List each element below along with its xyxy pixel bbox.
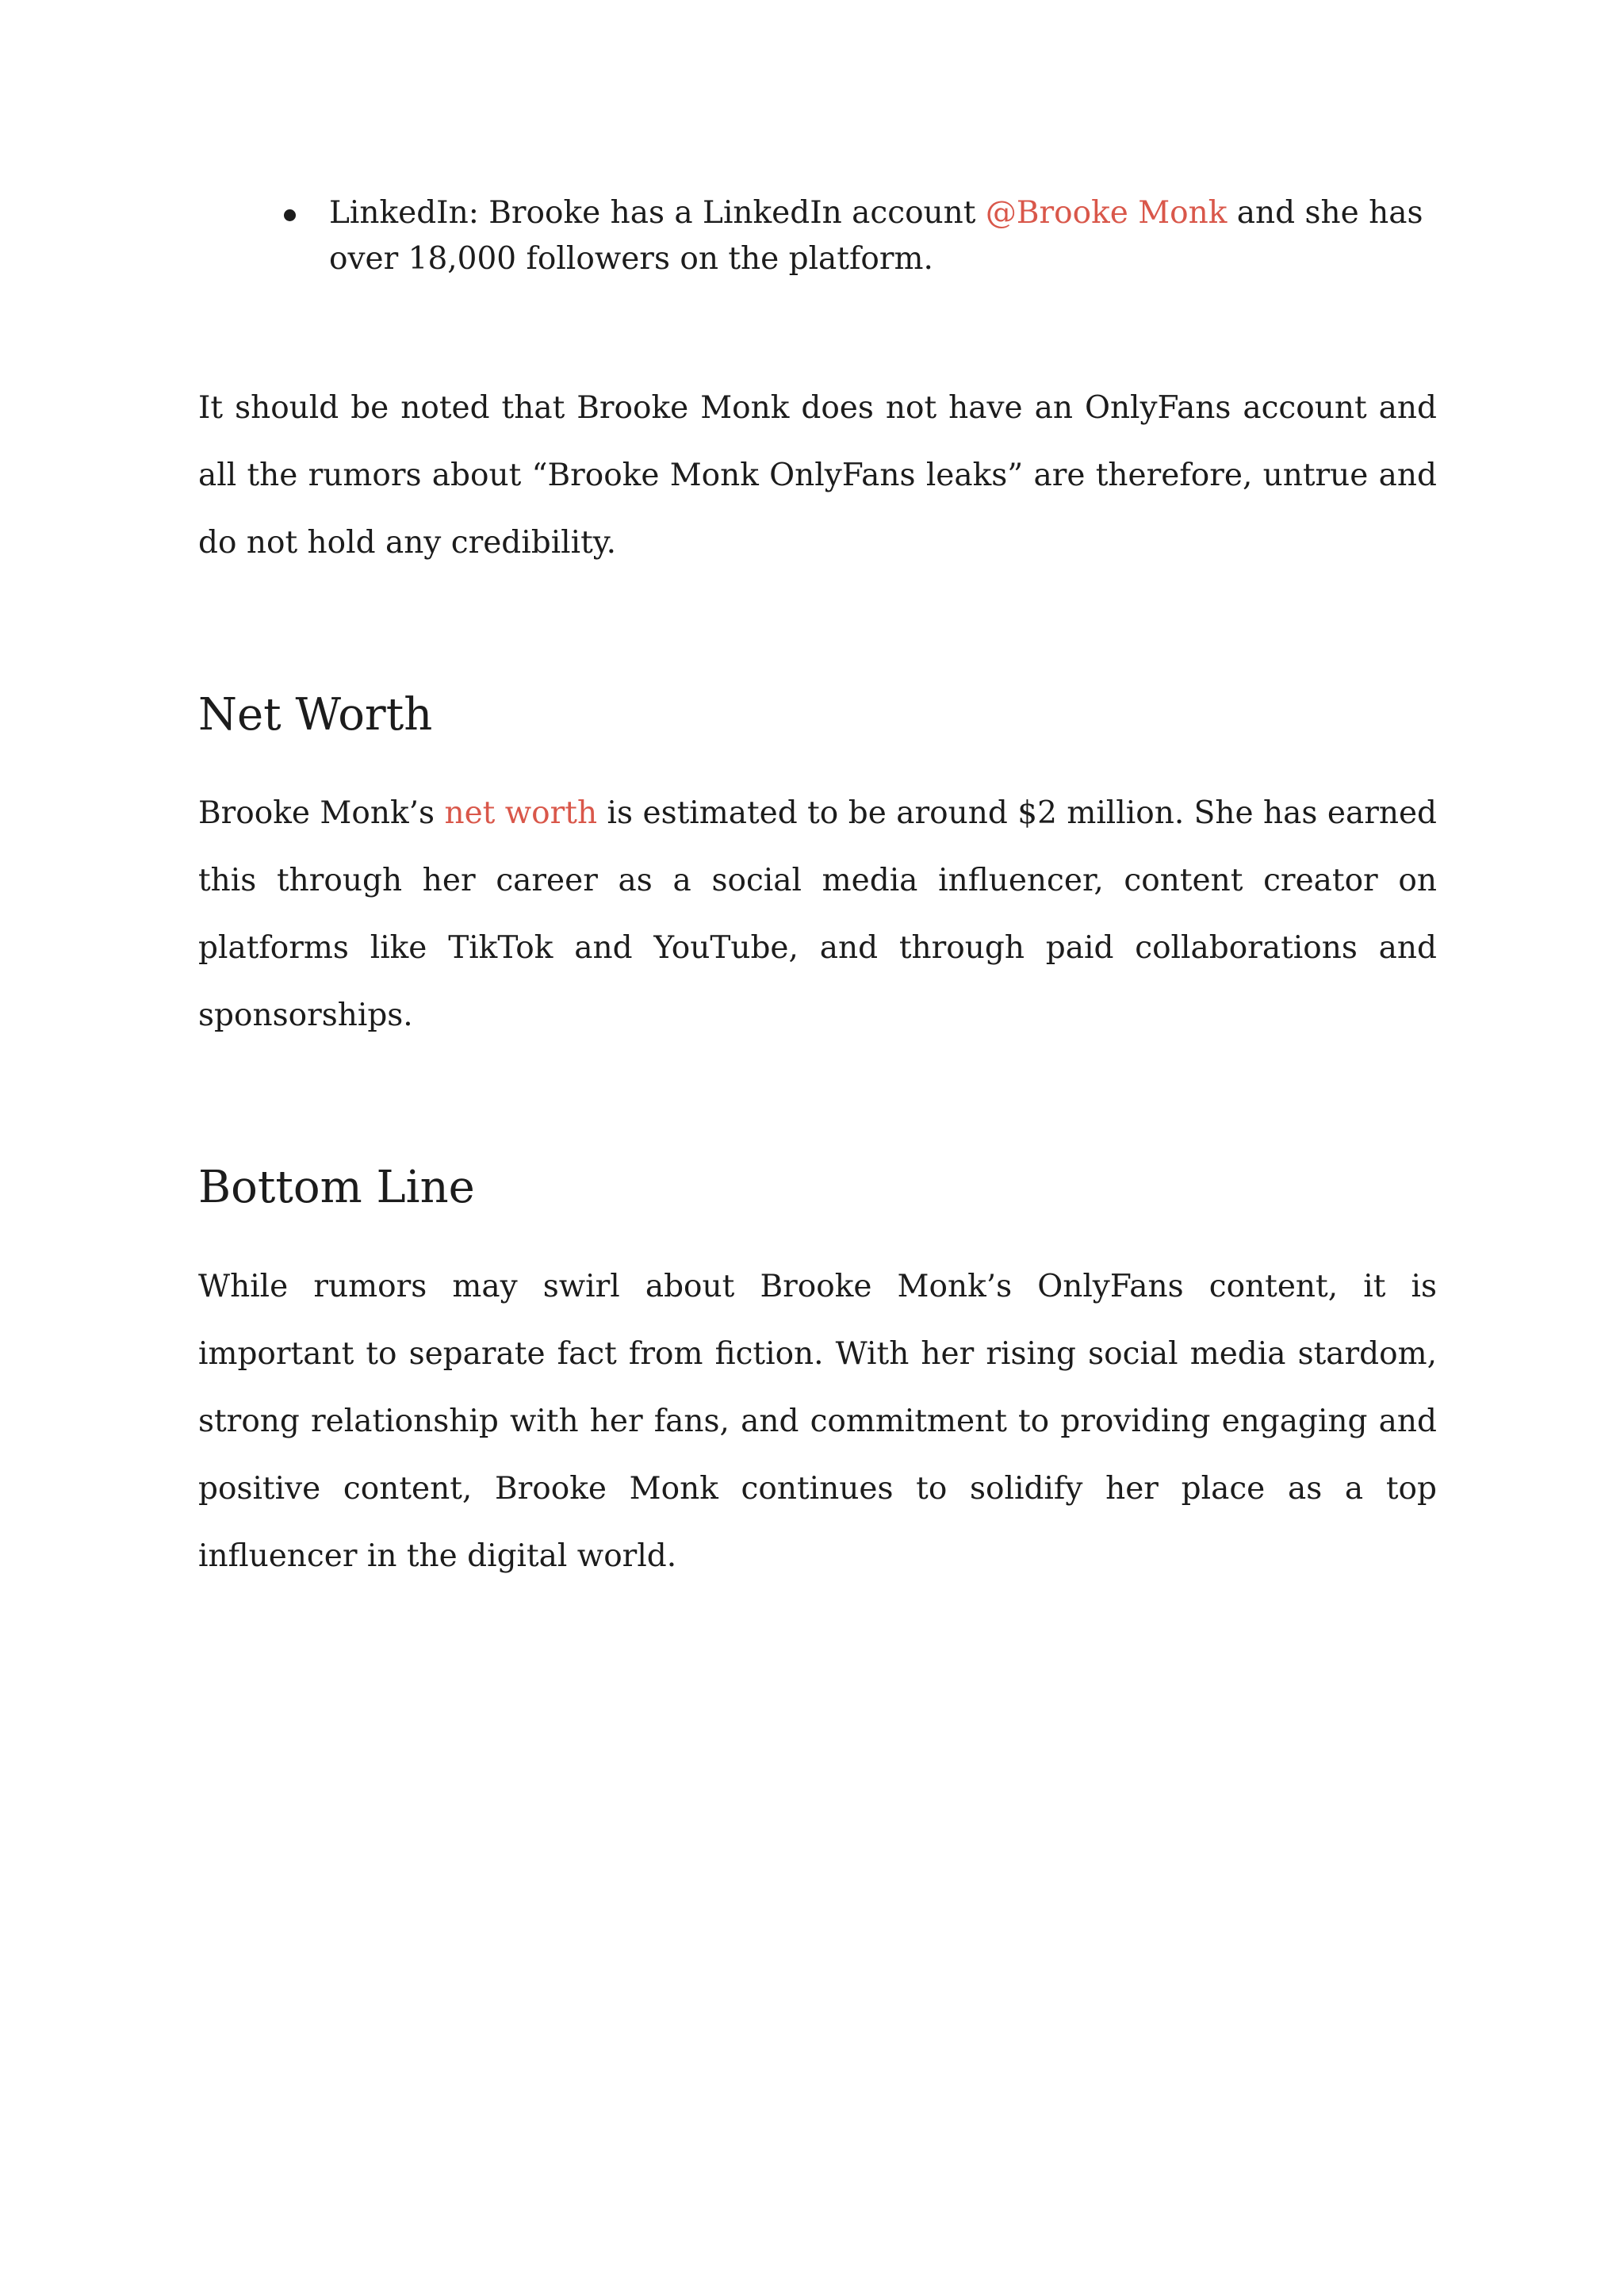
net-worth-heading: Net Worth bbox=[198, 689, 433, 741]
list-item-linkedin bbox=[278, 190, 1437, 282]
linkedin-profile-link[interactable]: @Brooke Monk bbox=[985, 195, 1228, 231]
social-accounts-list bbox=[278, 190, 1437, 282]
linkedin-text-before: Brooke has a LinkedIn account bbox=[478, 195, 986, 231]
linkedin-text-after: and she has over 18,000 followers on the platform. bbox=[329, 195, 1423, 277]
linkedin-label: LinkedIn: bbox=[329, 195, 479, 231]
bullet-icon bbox=[284, 209, 296, 221]
onlyfans-paragraph: It should be noted that Brooke Monk does not have an OnlyFans account and all the rumors about “Brooke Monk OnlyFans leaks” are therefore, untrue and do not hold any credibility. bbox=[198, 390, 1437, 561]
net-worth-text-before: Brooke Monk’s bbox=[198, 795, 445, 831]
bottom-line-paragraph: While rumors may swirl about Brooke Monk’s OnlyFans content, it is important to separate fact from fiction. With her rising social media stardom, strong relationship with her fans, and commitment to providing engaging and positive content, Brooke Monk continues to solidify her place as a top influencer in the digital world. bbox=[198, 1269, 1437, 1574]
bottom-line-heading: Bottom Line bbox=[198, 1162, 475, 1213]
net-worth-text-after: is estimated to be around $2 million. She has earned this through her career as a social media influencer, content creator on platforms like TikTok and YouTube, and through paid collaborations and sponsorships. bbox=[198, 795, 1438, 1033]
net-worth-paragraph bbox=[198, 779, 1437, 1049]
net-worth-link[interactable]: net worth bbox=[444, 795, 598, 831]
